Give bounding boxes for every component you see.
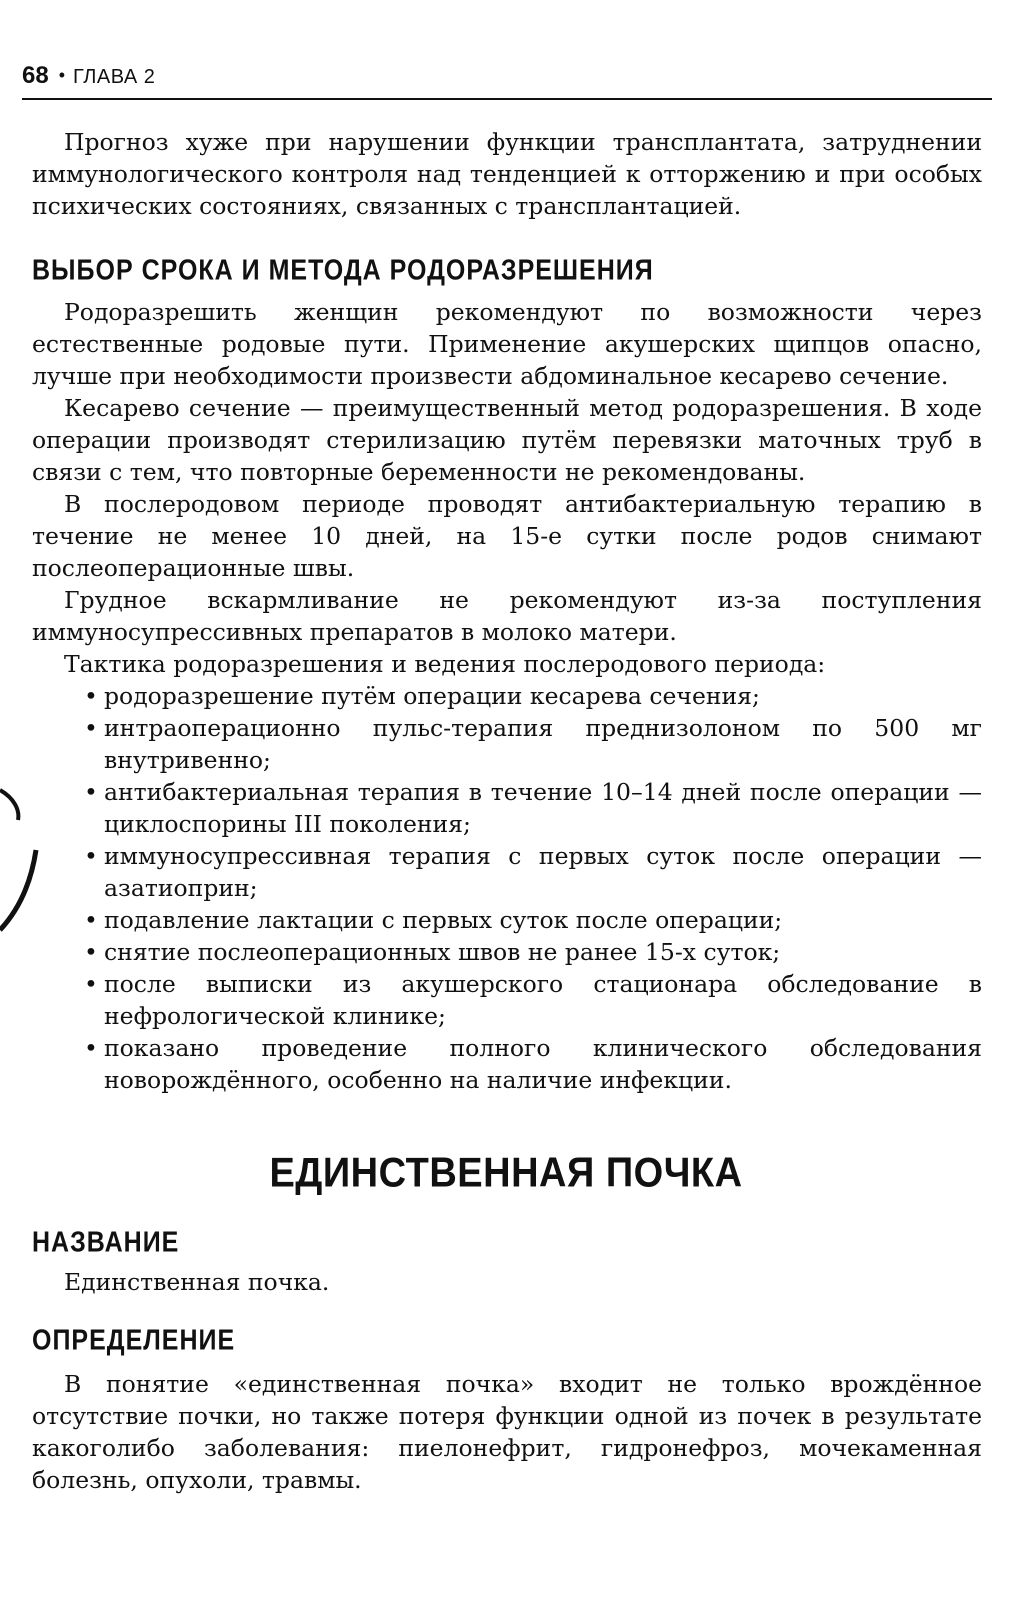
definition-block [32, 1368, 982, 1496]
running-header [22, 62, 992, 102]
scan-artifact-mark [0, 780, 46, 940]
paragraph: Родоразрешить женщин рекомендуют по возможности через естественные родовые пути. Применение акушерских щипцов опасно, лучше при необходимости произвести абдоминальное кесарево сечение. [32, 298, 982, 390]
intro-paragraph: Прогноз хуже при нарушении функции трансплантата, затруднении иммунологического контроля над тенденцией к отторжению и при особых психических состояниях, связанных с трансплантацией. [32, 128, 982, 220]
definition-heading: ОПРЕДЕЛЕНИЕ [32, 1324, 236, 1357]
definition-text: В понятие «единственная почка» входит не только врождённое отсутствие почки, но также потеря функции одной из почек в результате какоголибо заболевания: пиелонефрит, гидронефроз, мочекаменная болезнь, опухоли, травмы. [32, 1370, 982, 1494]
name-heading: НАЗВАНИЕ [32, 1226, 180, 1259]
header-bullet: • [58, 65, 66, 85]
name-block [32, 1266, 982, 1298]
header-rule [22, 98, 992, 100]
intro-block [32, 126, 982, 222]
chapter-section-title: ЕДИНСТВЕННАЯ ПОЧКА [269, 1150, 743, 1197]
list-item: • родоразрешение путём операции кесарева сечения; [32, 680, 982, 712]
paragraph: В послеродовом периоде проводят антибактериальную терапию в течение не менее 10 дней, на 15-е сутки после родов снимают послеоперационные швы. [32, 490, 982, 582]
list-item: • показано проведение полного клинического обследования новорождённого, особенно на наличие инфекции. [32, 1032, 982, 1096]
list-item: • снятие послеоперационных швов не ранее 15-х суток; [32, 936, 982, 968]
section-heading-delivery: ВЫБОР СРОКА И МЕТОДА РОДОРАЗРЕШЕНИЯ [32, 254, 654, 287]
paragraph: Грудное вскармливание не рекомендуют из-за поступления иммуносупрессивных препаратов в молоко матери. [32, 586, 982, 646]
name-text: Единственная почка. [64, 1268, 330, 1296]
page-number: 68 [22, 62, 49, 89]
paragraph: Кесарево сечение — преимущественный метод родоразрешения. В ходе операции производят стерилизацию путём перевязки маточных труб в связи с тем, что повторные беременности не рекомендованы. [32, 394, 982, 486]
list-intro: Тактика родоразрешения и ведения послеродового периода: [64, 650, 826, 678]
list-item: • антибактериальная терапия в течение 10–14 дней после операции — циклоспорины III поколения; [32, 776, 982, 840]
list-item: • подавление лактации с первых суток после операции; [32, 904, 982, 936]
list-item: • иммуносупрессивная терапия с первых суток после операции — азатиоприн; [32, 840, 982, 904]
chapter-label: ГЛАВА 2 [73, 66, 156, 88]
list-item: • интраоперационно пульс-терапия преднизолоном по 500 мг внутривенно; [32, 712, 982, 776]
list-item: • после выписки из акушерского стационара обследование в нефрологической клинике; [32, 968, 982, 1032]
delivery-section-body [32, 296, 982, 1096]
tactics-list [32, 680, 982, 1096]
